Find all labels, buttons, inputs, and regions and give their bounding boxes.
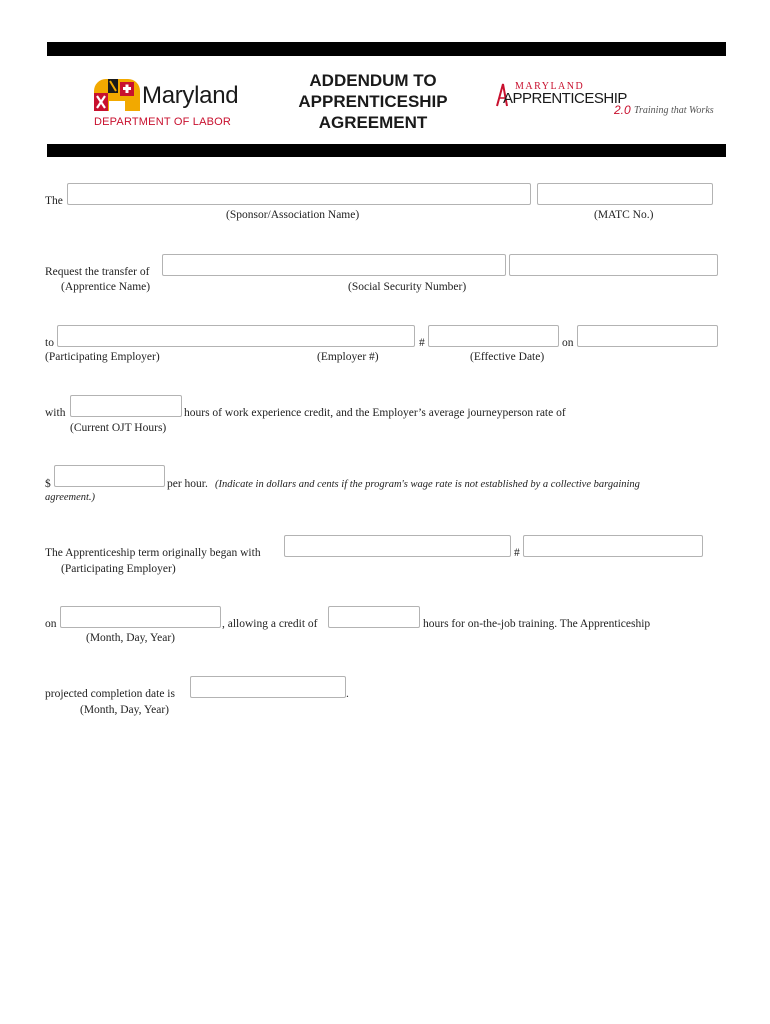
- header-top-bar: [47, 42, 726, 56]
- row3-prefix: to: [45, 337, 54, 349]
- row4-suffix: hours of work experience credit, and the Employer’s average journeyperson rate of: [184, 407, 566, 419]
- apprentice-name-label: (Apprentice Name): [61, 281, 151, 293]
- row7-suffix: hours for on-the-job training. The Apprenticeship: [423, 618, 651, 630]
- row1-prefix: The: [45, 195, 63, 207]
- maryland-logo-department: DEPARTMENT OF LABOR: [94, 116, 232, 128]
- participating-employer-label: (Participating Employer): [45, 351, 160, 363]
- row8-prefix: projected completion date is: [45, 688, 175, 700]
- term-start-date-field[interactable]: [60, 606, 221, 628]
- ssn-label: (Social Security Number): [348, 281, 467, 293]
- wage-rate-field[interactable]: [54, 465, 165, 487]
- sponsor-association-name-field[interactable]: [67, 183, 531, 205]
- maryland-flag-icon: [94, 79, 140, 111]
- current-ojt-hours-field[interactable]: [70, 395, 182, 417]
- projected-completion-date-field[interactable]: [190, 676, 346, 698]
- original-employer-field[interactable]: [284, 535, 511, 557]
- row7-middle: , allowing a credit of: [222, 618, 318, 630]
- original-employer-label: (Participating Employer): [61, 563, 176, 575]
- apprenticeship-logo-version: 2.0: [614, 103, 631, 117]
- employer-number-label: (Employer #): [317, 351, 379, 363]
- row2-prefix: Request the transfer of: [45, 266, 150, 278]
- effective-date-field[interactable]: [577, 325, 718, 347]
- apprenticeship-logo: [495, 80, 720, 120]
- header-bottom-bar: [47, 144, 726, 157]
- apprenticeship-logo-main: APPRENTICESHIP: [503, 90, 627, 107]
- wage-rate-note: (Indicate in dollars and cents if the program's wage rate is not established by a collective bargaining: [215, 479, 640, 490]
- title-line-3: AGREEMENT: [318, 113, 428, 132]
- participating-employer-field[interactable]: [57, 325, 415, 347]
- projected-completion-date-label: (Month, Day, Year): [80, 704, 170, 716]
- sponsor-association-label: (Sponsor/Association Name): [226, 209, 360, 221]
- title-line-2: APPRENTICESHIP: [298, 92, 448, 111]
- maryland-logo: [94, 78, 274, 130]
- row8-period: .: [346, 688, 349, 700]
- employer-number-field[interactable]: [428, 325, 559, 347]
- matc-number-field[interactable]: [537, 183, 713, 205]
- title-line-1: ADDENDUM TO: [309, 71, 437, 90]
- term-start-date-label: (Month, Day, Year): [86, 632, 176, 644]
- social-security-number-field[interactable]: [509, 254, 718, 276]
- page-title: [284, 70, 462, 133]
- original-employer-number-field[interactable]: [523, 535, 703, 557]
- effective-date-label: (Effective Date): [470, 351, 545, 363]
- row3-on: on: [562, 337, 574, 349]
- maryland-logo-wordmark: Maryland: [142, 82, 239, 109]
- apprentice-name-field[interactable]: [162, 254, 506, 276]
- apprenticeship-logo-state: MARYLAND: [515, 81, 585, 92]
- row7-prefix: on: [45, 618, 57, 630]
- row6-hash: #: [514, 547, 520, 559]
- wage-rate-note-continued: agreement.): [45, 492, 96, 503]
- row6-prefix: The Apprenticeship term originally began with: [45, 547, 261, 559]
- matc-number-label: (MATC No.): [594, 209, 654, 221]
- current-ojt-hours-label: (Current OJT Hours): [70, 422, 167, 434]
- per-hour-text: per hour.: [167, 478, 208, 490]
- row3-hash: #: [419, 337, 425, 349]
- row5-prefix: $: [45, 478, 51, 490]
- ojt-credit-hours-field[interactable]: [328, 606, 420, 628]
- row4-prefix: with: [45, 407, 66, 419]
- apprenticeship-logo-tagline: Training that Works: [634, 105, 714, 116]
